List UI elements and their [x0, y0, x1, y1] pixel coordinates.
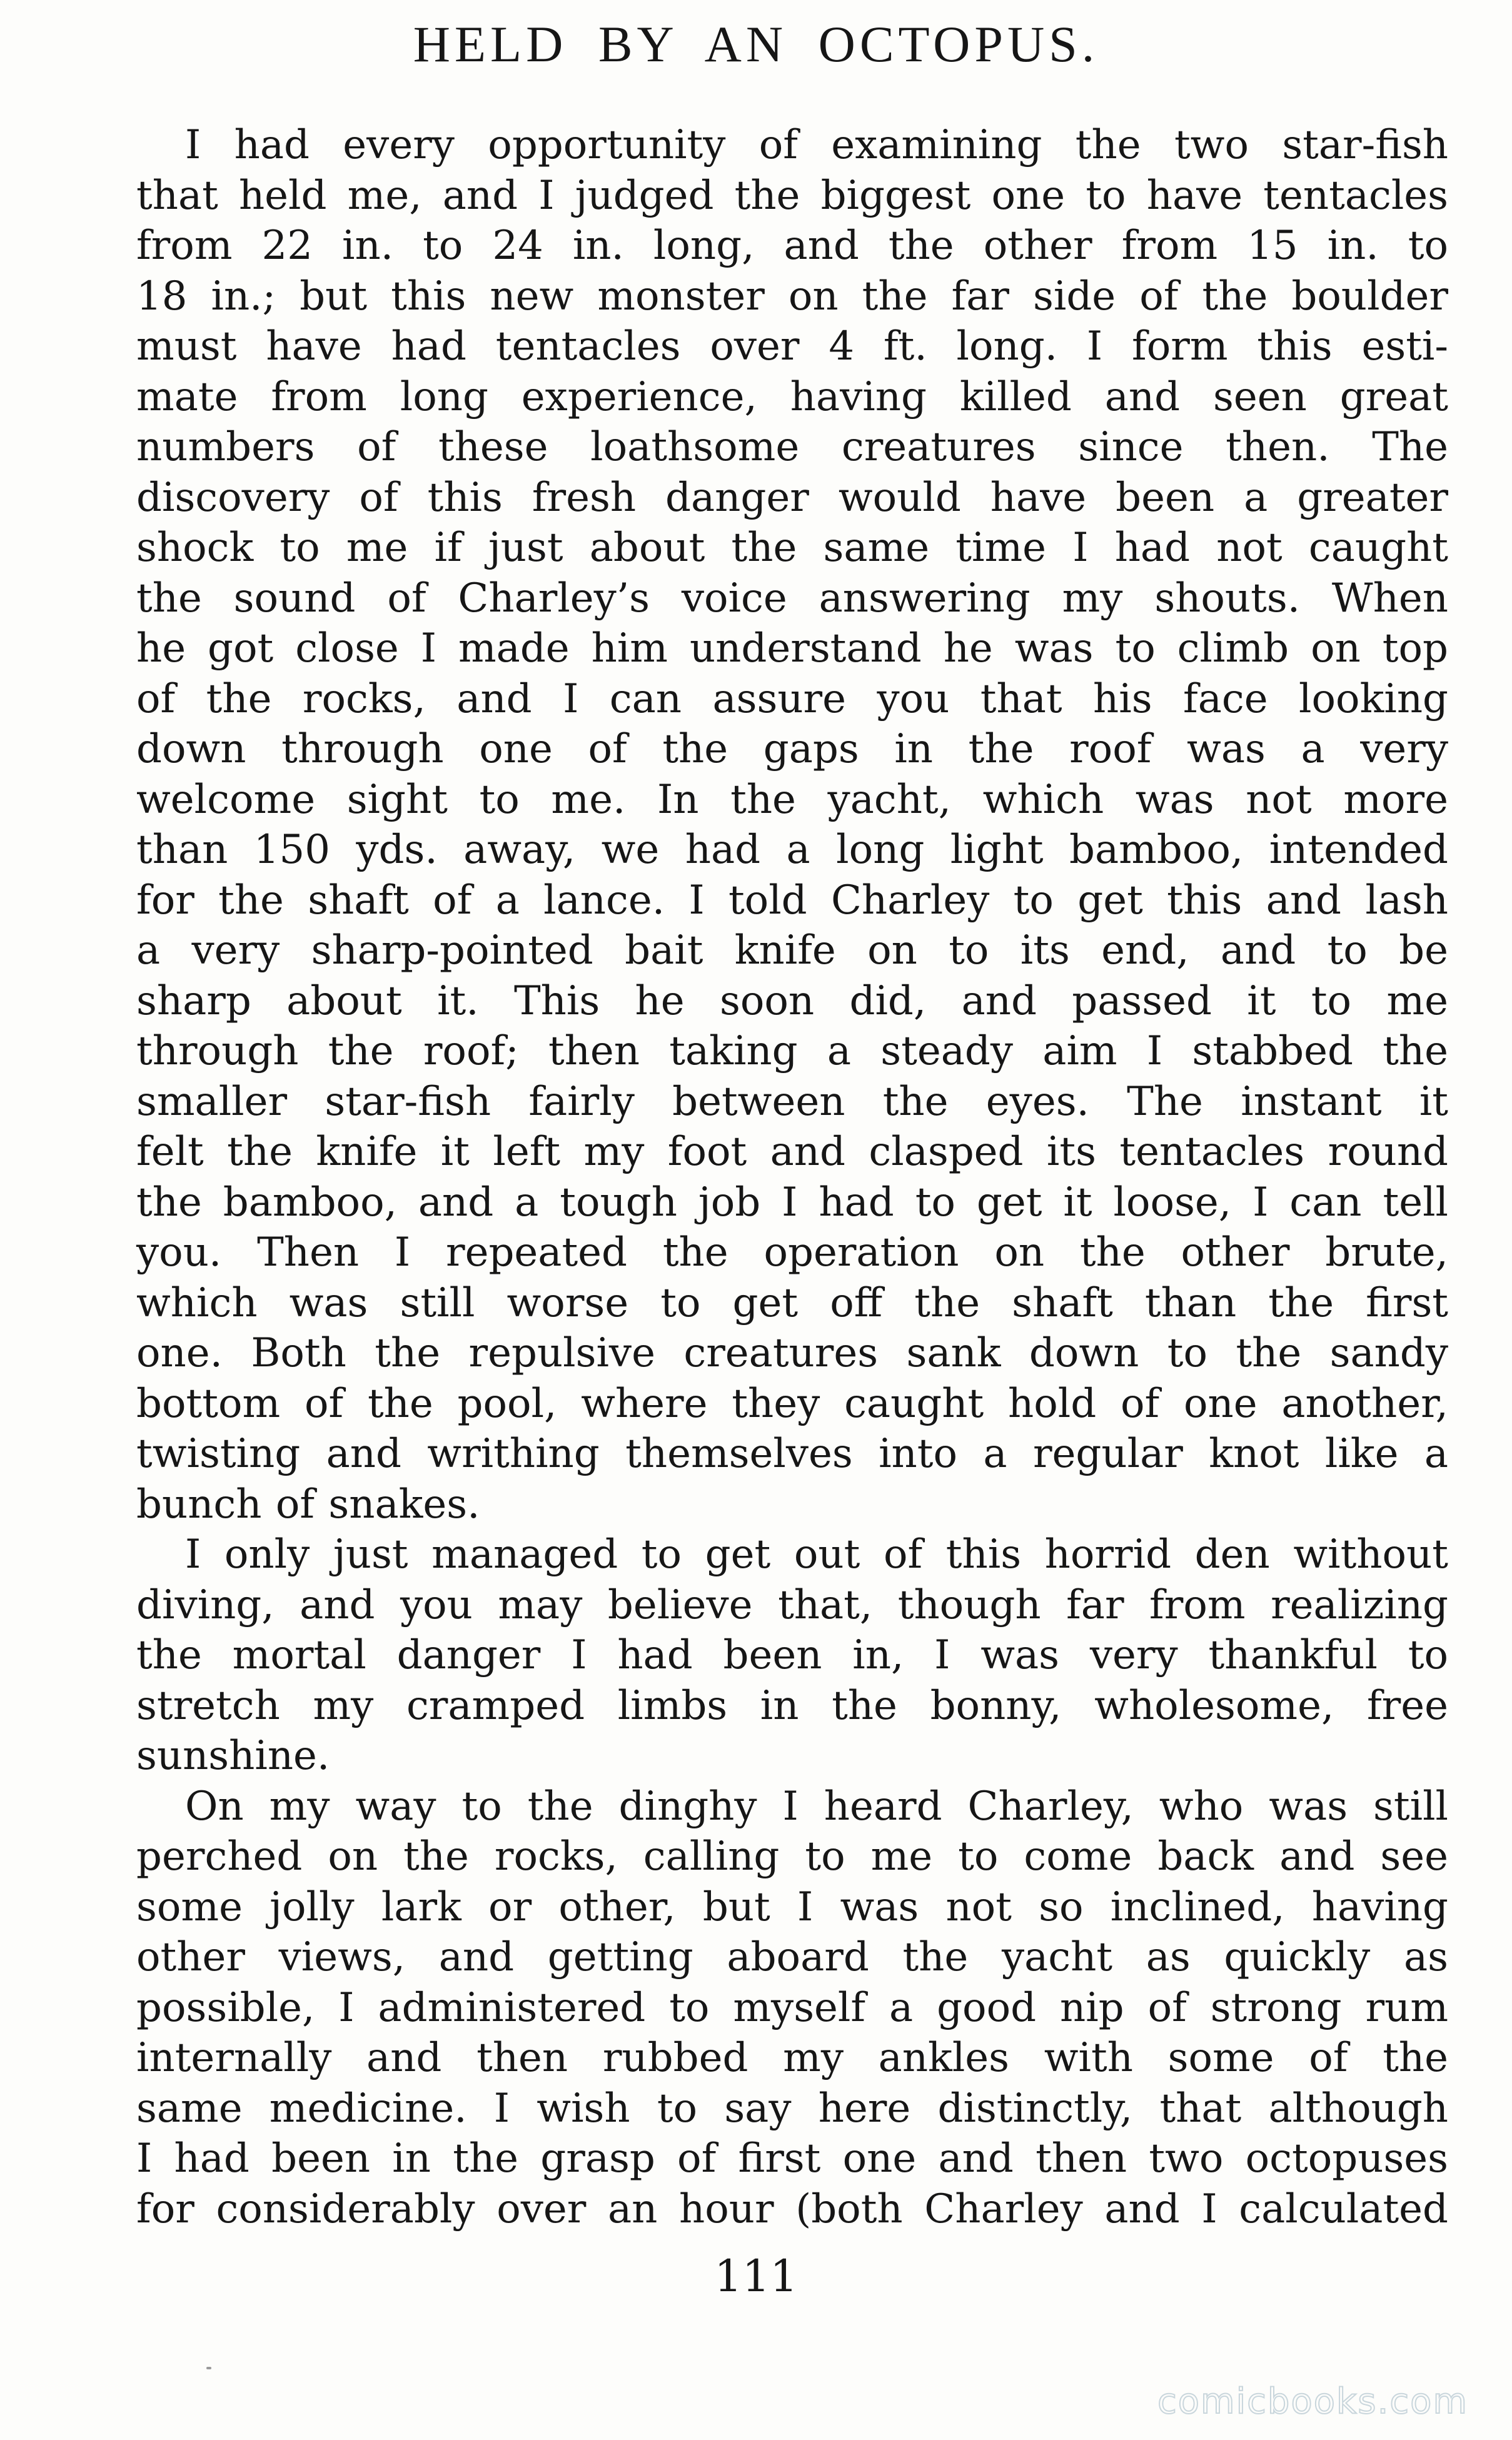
site-watermark: comicbooks.com	[1157, 2381, 1468, 2422]
text-line: the mortal danger I had been in, I was very thankful to	[136, 1632, 1448, 1678]
text-line: he got close I made him understand he was to climb on top	[136, 625, 1448, 672]
text-line: same medicine. I wish to say here distinctly, that although	[136, 2085, 1448, 2132]
page-body	[136, 120, 1448, 2234]
text-line: mate from long experience, having killed and seen great	[136, 373, 1448, 420]
text-line: for the shaft of a lance. I told Charley to get this and lash	[136, 877, 1448, 924]
text-line: I had been in the grasp of first one and then two octopuses	[136, 2135, 1448, 2182]
text-line: some jolly lark or other, but I was not so inclined, having	[136, 1883, 1448, 1930]
text-line: of the rocks, and I can assure you that his face looking	[136, 675, 1448, 722]
page-number: 111	[714, 2251, 798, 2302]
text-line: for considerably over an hour (both Charley and I calculated	[136, 2185, 1448, 2232]
text-line: sharp about it. This he soon did, and passed it to me	[136, 977, 1448, 1024]
text-line: the bamboo, and a tough job I had to get it loose, I can tell	[136, 1179, 1448, 1226]
text-line: sunshine.	[136, 1733, 330, 1779]
paragraph	[136, 120, 1448, 1530]
text-line: from 22 in. to 24 in. long, and the other from 15 in. to	[136, 223, 1448, 269]
paragraph	[136, 1782, 1448, 2235]
paragraph	[136, 1530, 1448, 1782]
text-line: diving, and you may believe that, though far from realizing	[136, 1581, 1448, 1628]
text-line: On my way to the dinghy I heard Charley, who was still	[185, 1783, 1448, 1830]
text-line: down through one of the gaps in the roof was a very	[136, 726, 1448, 772]
text-line: felt the knife it left my foot and clasped its tentacles round	[136, 1129, 1448, 1175]
text-line: other views, and getting aboard the yacht as quickly as	[136, 1934, 1448, 1980]
text-line: possible, I administered to myself a good nip of strong rum	[136, 1984, 1448, 2031]
text-line: I had every opportunity of examining the two star-fish	[185, 122, 1448, 168]
text-line: one. Both the repulsive creatures sank down to the sandy	[136, 1330, 1448, 1376]
text-line: bottom of the pool, where they caught hold of one another,	[136, 1380, 1448, 1427]
text-line: I only just managed to get out of this horrid den without	[185, 1531, 1448, 1578]
text-line: shock to me if just about the same time I had not caught	[136, 525, 1448, 571]
text-line: perched on the rocks, calling to me to come back and see	[136, 1833, 1448, 1880]
text-line: must have had tentacles over 4 ft. long. I form this esti-	[136, 323, 1448, 370]
text-line: the sound of Charley’s voice answering my shouts. When	[136, 575, 1448, 622]
text-line: smaller star-fish fairly between the eyes. The instant it	[136, 1078, 1448, 1125]
print-speck	[206, 2367, 211, 2369]
text-line: which was still worse to get off the shaft than the first	[136, 1279, 1448, 1326]
text-line: stretch my cramped limbs in the bonny, wholesome, free	[136, 1682, 1448, 1729]
text-line: twisting and writhing themselves into a regular knot like a	[136, 1431, 1448, 1477]
text-line: that held me, and I judged the biggest one to have tentacles	[136, 172, 1448, 219]
text-line: welcome sight to me. In the yacht, which was not more	[136, 776, 1448, 823]
running-head: HELD BY AN OCTOPUS.	[413, 16, 1099, 73]
text-line: discovery of this fresh danger would have been a greater	[136, 474, 1448, 521]
text-line: than 150 yds. away, we had a long light bamboo, intended	[136, 827, 1448, 873]
text-line: 18 in.; but this new monster on the far side of the boulder	[136, 273, 1448, 320]
text-line: you. Then I repeated the operation on the other brute,	[136, 1229, 1448, 1276]
text-line: internally and then rubbed my ankles with some of the	[136, 2035, 1448, 2081]
text-line: bunch of snakes.	[136, 1481, 480, 1528]
text-line: numbers of these loathsome creatures since then. The	[136, 424, 1448, 470]
text-line: a very sharp-pointed bait knife on to its end, and to be	[136, 927, 1448, 974]
text-line: through the roof; then taking a steady aim I stabbed the	[136, 1028, 1448, 1074]
